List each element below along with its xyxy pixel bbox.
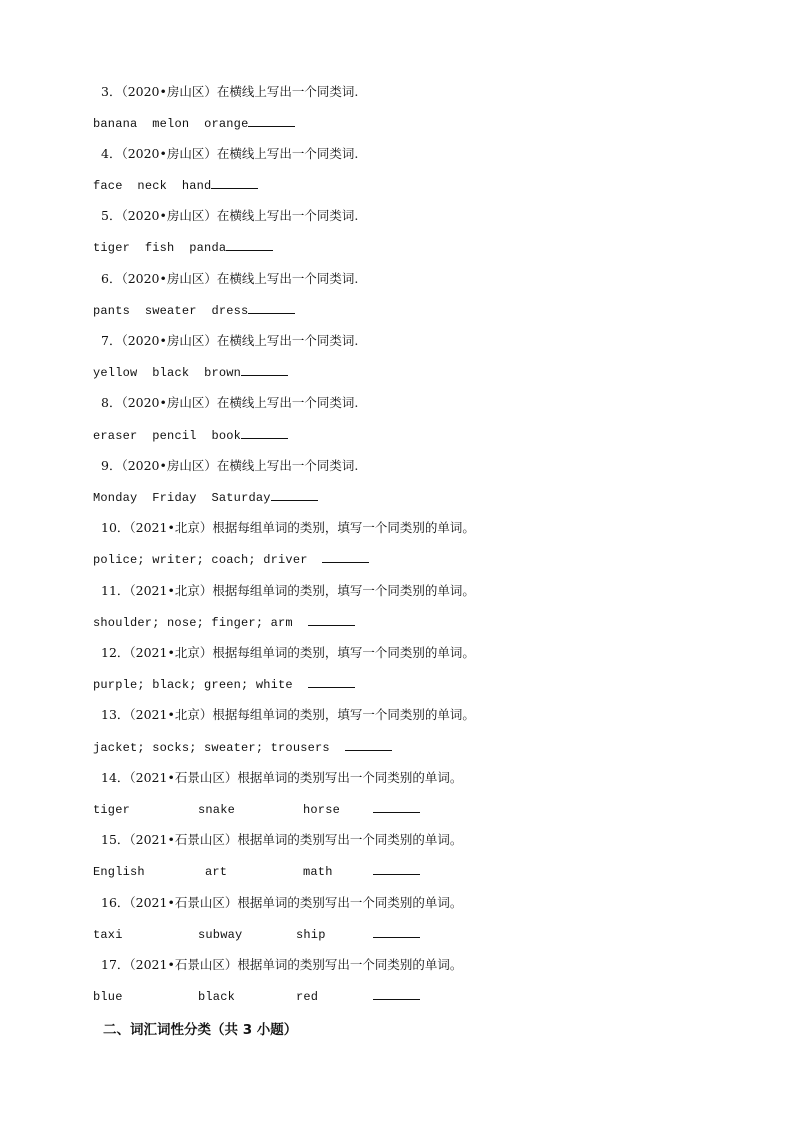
question-7-words: yellow black brown [93,364,288,382]
question-7-stem: 7．（2020•房山区）在横线上写出一个同类词. [101,333,359,348]
answer-blank[interactable] [226,239,273,251]
answer-blank[interactable] [345,739,392,751]
question-13-stem: 13．（2021•北京）根据每组单词的类别，填写一个同类别的单词。 [101,707,475,722]
question-14-stem: 14．（2021•石景山区）根据单词的类别写出一个同类别的单词。 [101,770,463,785]
answer-blank[interactable] [373,863,420,875]
question-3-stem: 3．（2020•房山区）在横线上写出一个同类词. [101,84,359,99]
question-3-words: banana melon orange [93,115,295,133]
question-12-words: purple; black; green; white [93,676,355,694]
question-16-words: taxi subway ship [93,926,420,944]
question-15-stem: 15．（2021•石景山区）根据单词的类别写出一个同类别的单词。 [101,832,463,847]
question-4-words: face neck hand [93,177,258,195]
question-10-words: police; writer; coach; driver [93,551,369,569]
question-14-words: tiger snake horse [93,801,420,819]
question-8-stem: 8．（2020•房山区）在横线上写出一个同类词. [101,395,359,410]
question-6-words: pants sweater dress [93,302,295,320]
question-17-stem: 17．（2021•石景山区）根据单词的类别写出一个同类别的单词。 [101,957,463,972]
answer-blank[interactable] [373,988,420,1000]
answer-blank[interactable] [308,614,355,626]
answer-blank[interactable] [308,676,355,688]
section-heading: 二、词汇词性分类（共 3 小题） [103,1022,298,1038]
question-8-words: eraser pencil book [93,427,288,445]
question-9-stem: 9．（2020•房山区）在横线上写出一个同类词. [101,458,359,473]
answer-blank[interactable] [322,551,369,563]
question-13-words: jacket; socks; sweater; trousers [93,739,392,757]
answer-blank[interactable] [271,489,318,501]
answer-blank[interactable] [211,177,258,189]
question-15-words: English art math [93,863,420,881]
question-5-words: tiger fish panda [93,239,273,257]
question-4-stem: 4．（2020•房山区）在横线上写出一个同类词. [101,146,359,161]
question-12-stem: 12．（2021•北京）根据每组单词的类别，填写一个同类别的单词。 [101,645,475,660]
answer-blank[interactable] [241,364,288,376]
question-6-stem: 6．（2020•房山区）在横线上写出一个同类词. [101,271,359,286]
question-5-stem: 5．（2020•房山区）在横线上写出一个同类词. [101,208,359,223]
question-11-stem: 11．（2021•北京）根据每组单词的类别，填写一个同类别的单词。 [101,583,475,598]
answer-blank[interactable] [241,427,288,439]
answer-blank[interactable] [373,926,420,938]
question-10-stem: 10．（2021•北京）根据每组单词的类别，填写一个同类别的单词。 [101,520,475,535]
question-9-words: Monday Friday Saturday [93,489,318,507]
question-11-words: shoulder; nose; finger; arm [93,614,355,632]
question-16-stem: 16．（2021•石景山区）根据单词的类别写出一个同类别的单词。 [101,895,463,910]
answer-blank[interactable] [248,115,295,127]
answer-blank[interactable] [248,302,295,314]
question-17-words: blue black red [93,988,420,1006]
answer-blank[interactable] [373,801,420,813]
